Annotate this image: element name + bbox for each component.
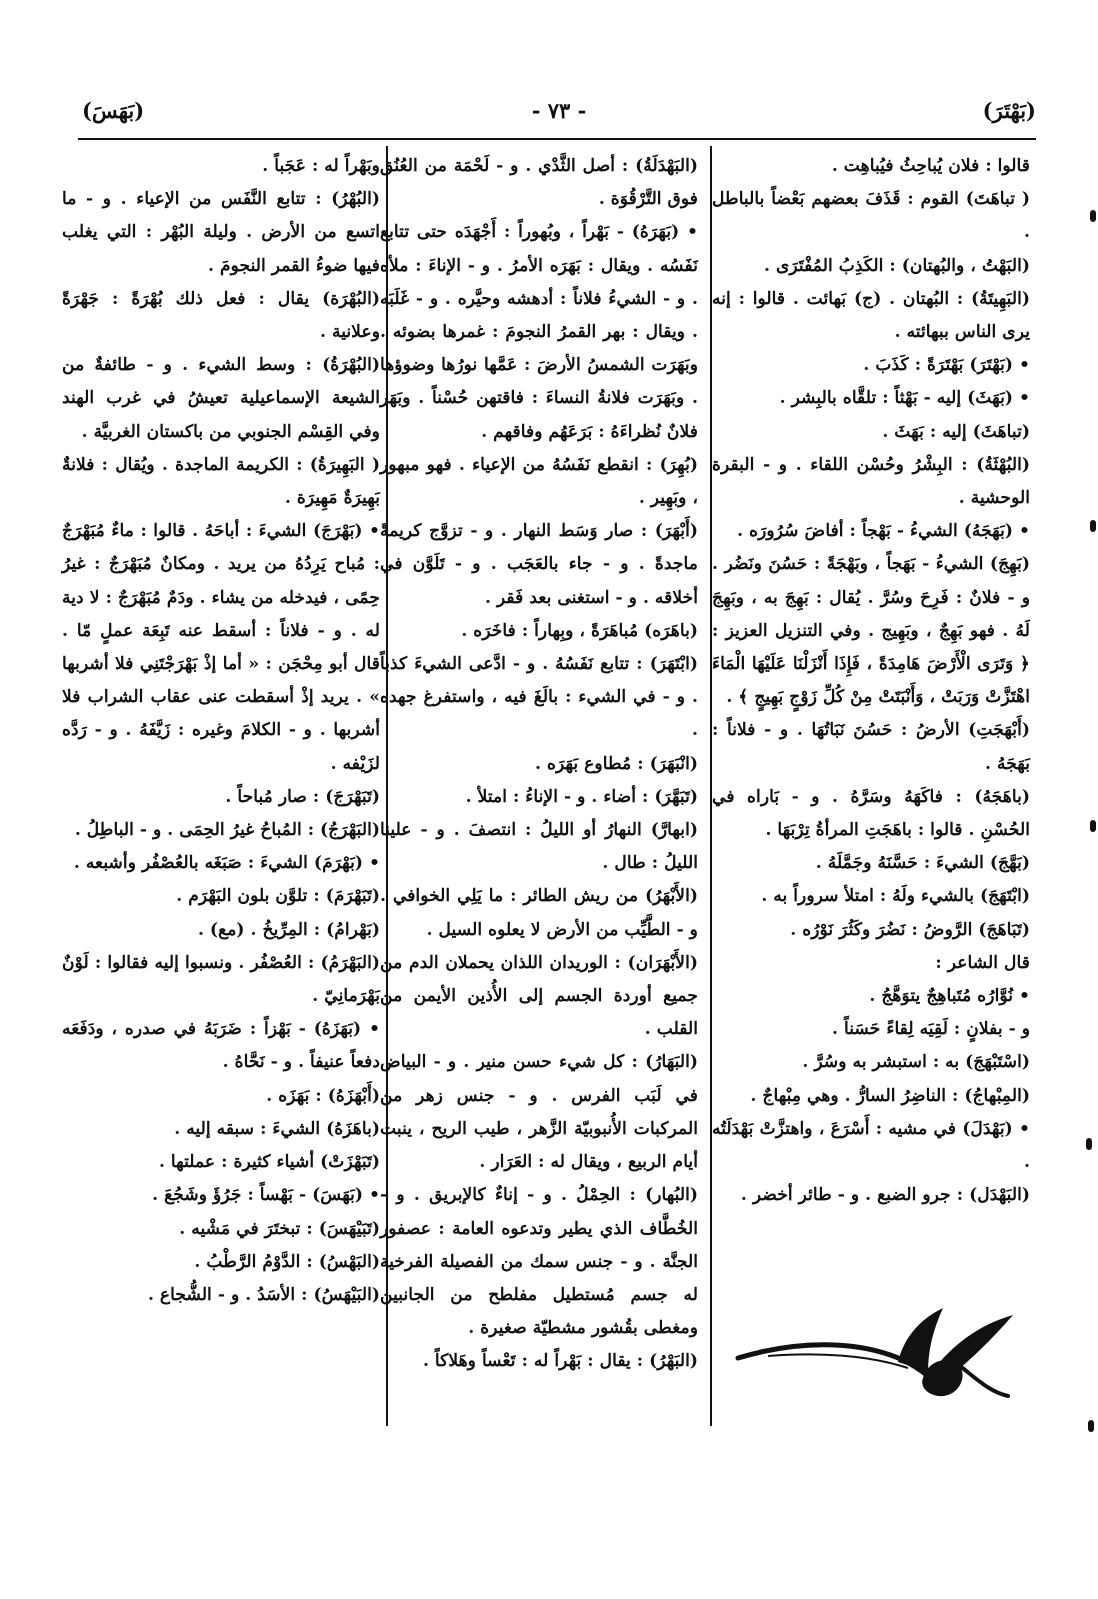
entry: (البُهْرَة) يقال : فعل ذلك بُهْرَةً : جَهْرَةً وعلانية .: [62, 288, 380, 343]
column-middle: [380, 150, 698, 1379]
entry: (البَيْهَسُ) : الأسَدُ . و - الشُّجاع .: [147, 1284, 380, 1305]
entry: (تَبَهْرَجَ) : صار مُباحاً .: [225, 786, 380, 807]
entry: (البُهْثَةُ) : البِشْرُ وحُسْن اللقاء . و - البقرة الوحشية .: [712, 454, 1030, 509]
entry: (ابهارَّ) النهارُ أو الليلُ : انتصفَ . و - علينا الليلُ : طال .: [380, 820, 698, 874]
scan-edge-mark: [1090, 210, 1096, 222]
entry: قالوا : فلان يُباحِثُ فيُباهِت .: [831, 156, 1030, 176]
entry: (ابْتَهَجَ) بالشيء ولَهُ : امتلأ سروراً به .: [761, 886, 1030, 907]
column-right: [712, 150, 1030, 1213]
entry: • (بَهْتَرَ) بَهْتَرَةً : كَذَبَ .: [863, 355, 1030, 376]
entry: (تَبَيْهَسَ) : تبختَرَ في مَشْيه .: [179, 1218, 380, 1239]
entry: قال الشاعر :: [935, 952, 1030, 973]
entry: • (بَهَرَهُ) - بَهْراً ، وبُهوراً : أَجْهَدَه حتى تتابع نَفَسُه . ويقال : بَهَرَه الأمرُ . و - الإناءَ : ملأه . و - الشيءُ فلاناً : أدهشه وحيَّره . و - غَلَبَه . ويقال : بهر القمرُ النجومَ : غمرها بضوئه . وبَهَرَت الشمسُ الأرضَ : عَمَّها نورُها وضوؤها . وبَهَرَت فلانةُ النساءَ : فاقتهن حُسْناً . وبَهَر فلانٌ نُظراءَهُ : بَرَعَهُم وفاقهم .: [380, 222, 698, 442]
ornament-flourish-icon: [728, 1300, 1028, 1410]
entry: (بَهْرامُ) : المِرِّيخُ . (مع) .: [197, 919, 380, 940]
entry: (الأَبْهَرُ) من ريش الطائر : ما يَلِي الخوافي . و - الطَّيِّب من الأرض لا يعلوه السيل .: [380, 886, 698, 940]
entry: • (بَهْرَجَ) الشيءَ : أباحَهُ . قالوا : ماءٌ مُبَهْرَجٌ : مُباح يَرِدُهُ من يريد . ومكانٌ مُبَهْرَجٌ : غيرُ حِمًى ، فيدخله من يشاء . ودَمٌ مُبَهْرَجٌ : لا دية له . و - فلاناً : أسقط عنه تَبِعَة عملٍ مّا . قال أبو مِحْجَن : « أما إذْ بَهْرَجْتَنِي فلا أشربها » . يريد إذْ أسقطت عنى عقاب الشراب فلا أشربها . و - الكلامَ وغيره : زَيَّفَهُ . و - رَدَّه لزَيْفه .: [62, 521, 380, 774]
scan-edge-mark: [1088, 1420, 1094, 1432]
entry: (البُهْرَةُ) : وسط الشيء . و - طائفةٌ من الشيعة الإسماعيلية تعيشُ في غرب الهند وفي القِسْم الجنوبي من باكستان الغربيَّة .: [62, 355, 380, 442]
entry: • (بَهَجَهُ) الشيءُ - بَهْجاً : أفاضَ سُرُورَه .: [737, 521, 1030, 542]
entry: (انْبَهَرَ) : مُطاوع بَهَرَه .: [535, 753, 698, 774]
entry: ( تباهَتَ) القوم : قَذَفَ بعضهم بَعْضاً بالباطل .: [712, 189, 1030, 243]
entry: وبَهْراً له : عَجَباً .: [262, 156, 380, 176]
scan-edge-mark: [1086, 1138, 1092, 1150]
scan-edge-mark: [1090, 520, 1096, 532]
running-header: [82, 92, 1036, 132]
entry: (بَهَّجَ) الشيءَ : حَسَّنَهُ وجَمَّلَهُ .: [815, 853, 1030, 874]
entry: (البَهْدَل) : جرو الضبع . و - طائر أخضر .: [740, 1185, 1030, 1206]
entry: (اسْتَبْهَجَ) به : استبشر به وسُرَّ .: [802, 1052, 1030, 1073]
entry: (تباهَثَ) إليه : بَهَثَ .: [882, 421, 1030, 442]
entry: • (بَهْدَلَ) في مشيه : أَسْرَعَ ، واهتزَّتْ بَهْدَلَتُه .: [712, 1118, 1030, 1173]
entry: و - بفلانٍ : لَقِيَه لِقاءً حَسَناً .: [832, 1019, 1030, 1040]
entry: (البَهْرَجُ) : المُباحُ غيرُ الحِمَى . و - الباطِلُ .: [74, 820, 380, 841]
entry: • (بَهَثَ) إليه - بَهْثاً : تلقَّاه بالبِشر .: [779, 388, 1030, 409]
entry: (البَهْسُ) : الدَّوْمُ الرَّطْبُ .: [194, 1251, 380, 1272]
entry: (البَهْتُ ، والبُهتان) : الكَذِبُ المُفْتَرَى .: [764, 255, 1030, 276]
entry: (تَبَهْزَتْ) أشياء كثيرة : عملتها .: [158, 1152, 380, 1173]
entry: (ابْتَهَرَ) : تتابع نَفَسُهُ . و - ادَّعى الشيءَ كذباً . و - في الشيء : بالَغَ فيه ، واستفرغ جهده .: [380, 654, 698, 741]
entry: • (بَهْرَمَ) الشيءَ : صَبَغَه بالعُصْفُر وأشبعه .: [73, 853, 380, 874]
entry: • نُوَّارُه مُتَباهِجٌ يتوَهَّجُ .: [869, 986, 1030, 1007]
entry: (البَهَارُ) : كل شيء حسن منير . و - البياض في لَبَب الفرس . و - جنس زهر من المركبات الأُنبوبيّة الزَّهر ، طيب الريح ، ينبت أيام الربيع ، ويقال له : العَرَار .: [380, 1052, 698, 1173]
page-number: - ٧٣ -: [531, 98, 587, 123]
entry: (المِبْهاجُ) : الناضِرُ السارُّ . وهي مِبْهاجٌ .: [750, 1085, 1030, 1106]
entry: ( البَهِيرَةُ) : الكريمة الماجدة . ويُقال : فلانةٌ بَهِيرَةٌ مَهِيرَة .: [62, 454, 380, 509]
entry: (باهَجَهُ) : فاكَهَهُ وسَرَّهُ . و - بَاراه في الحُسْنِ . قالوا : باهَجَتِ المرأةُ تِرْبَهَا .: [712, 786, 1030, 841]
entry: (الأَبْهَرَان) : الوريدان اللذان يحملان الدم من جميع أوردة الجسم إلى الأُذين الأيمن من القلب .: [380, 952, 698, 1040]
column-left: [62, 150, 380, 1312]
header-rule: [78, 138, 1036, 140]
entry: (البُهْرُ) : تتابع النَّفَس من الإعياء . و - ما اتسع من الأرض . وليلة البُهْر : التي يغلب فيها ضوءُ القمر النجومَ .: [62, 189, 380, 276]
entry: (تَبَهْرَمَ) : تلوَّن بلون البَهْرَم .: [176, 886, 380, 907]
entry: (البَهْدَلَةُ) : أصل الثَّدْي . و - لَحْمَة من العُنُق فوق التَّرْقُوَة .: [380, 156, 698, 210]
entry: (بَهِجَ) الشيءُ - بَهَجاً ، وبَهْجَةً : حَسُنَ ونَضُر . و - فلانٌ : فَرِحَ وسُرَّ . يُقال : بَهِجَ به ، وبَهِجَ لَهُ . فهو بَهِجٌ ، وبَهِيج . وفي التنزيل العزيز : ﴿ وَتَرَى الْأَرْضَ هَامِدَةً ، فَإِذَا أَنْزَلْنَا عَلَيْهَا الْمَاءَ اهْتَزَّتْ وَرَبَتْ ، وَأَنْبَتَتْ مِنْ كُلِّ زَوْجٍ بَهِيجٍ ﴾ .: [712, 554, 1030, 708]
entry: (باهَزَهُ) الشيءَ : سبقه إليه .: [174, 1118, 380, 1139]
entry: (أَبْهَزَهُ) : بَهَزَه .: [266, 1085, 380, 1106]
entry: (البَهْرَمُ) : العُصْفُر . ونسبوا إليه فقالوا : لَوْنٌ بَهْرَمانِيّ .: [62, 952, 380, 1007]
entry: (بُهِرَ) : انقطع نَفَسُهُ من الإعياء . فهو مبهور ، وبَهِير .: [380, 454, 698, 509]
entry: (البَهِيتَةُ) : البُهتان . (ج) بَهائت . قالوا : إنه يرى الناس ببهائته .: [712, 288, 1030, 343]
entry: (تَبَهَّرَ) : أضاء . و - الإناءُ : امتلأ .: [465, 786, 698, 807]
entry: (البَهْرُ) : يقال : بَهْراً له : تَعْساً وهَلاكاً .: [422, 1351, 698, 1372]
scan-edge-mark: [1090, 820, 1096, 832]
header-right-guide-word: (بَهْتَرَ): [982, 98, 1036, 123]
entry: (باهَرَه) مُباهَرَةً ، وبِهاراً : فاخَرَه .: [461, 620, 698, 641]
entry: (أَبْهَجَتِ) الأرضُ : حَسُنَ نَبَاتُهَا . و - فلاناً : بَهَجَهُ .: [712, 720, 1030, 774]
entry: (تَبَاهَجَ) الرَّوضُ : نَضُرَ وكَثُرَ نَوْرُه .: [790, 919, 1030, 940]
header-left-guide-word: (بَهَسَ): [82, 98, 145, 123]
entry: • (بَهَزَهُ) - بَهْزاً : ضَرَبَهُ في صدره ، ودَفَعَه دفعاً عنيفاً . و - نَحَّاهُ .: [62, 1019, 380, 1073]
entry: (البُهار) : الحِمْلُ . و - إناءٌ كالإبريق . و - الخُطَّاف الذي يطير وتدعوه العامة : عصفور الجنَّة . و - جنس سمك من الفصيلة الفرخية له جسم مُستطيل مفلطح من الجانبين ومغطى بقُشور مشطيّة صغيرة .: [380, 1185, 698, 1339]
entry: (أَبْهَرَ) : صار وَسَط النهار . و - تزوَّج كريمةً ماجدةً . و - جاء بالعَجَب . و - تَلَوَّن في أخلاقه . و - استغنى بعد فَقر .: [380, 521, 698, 608]
entry: • (بَهَسَ) - بَهْساً : جَرُؤَ وشَجُعَ .: [152, 1185, 380, 1206]
